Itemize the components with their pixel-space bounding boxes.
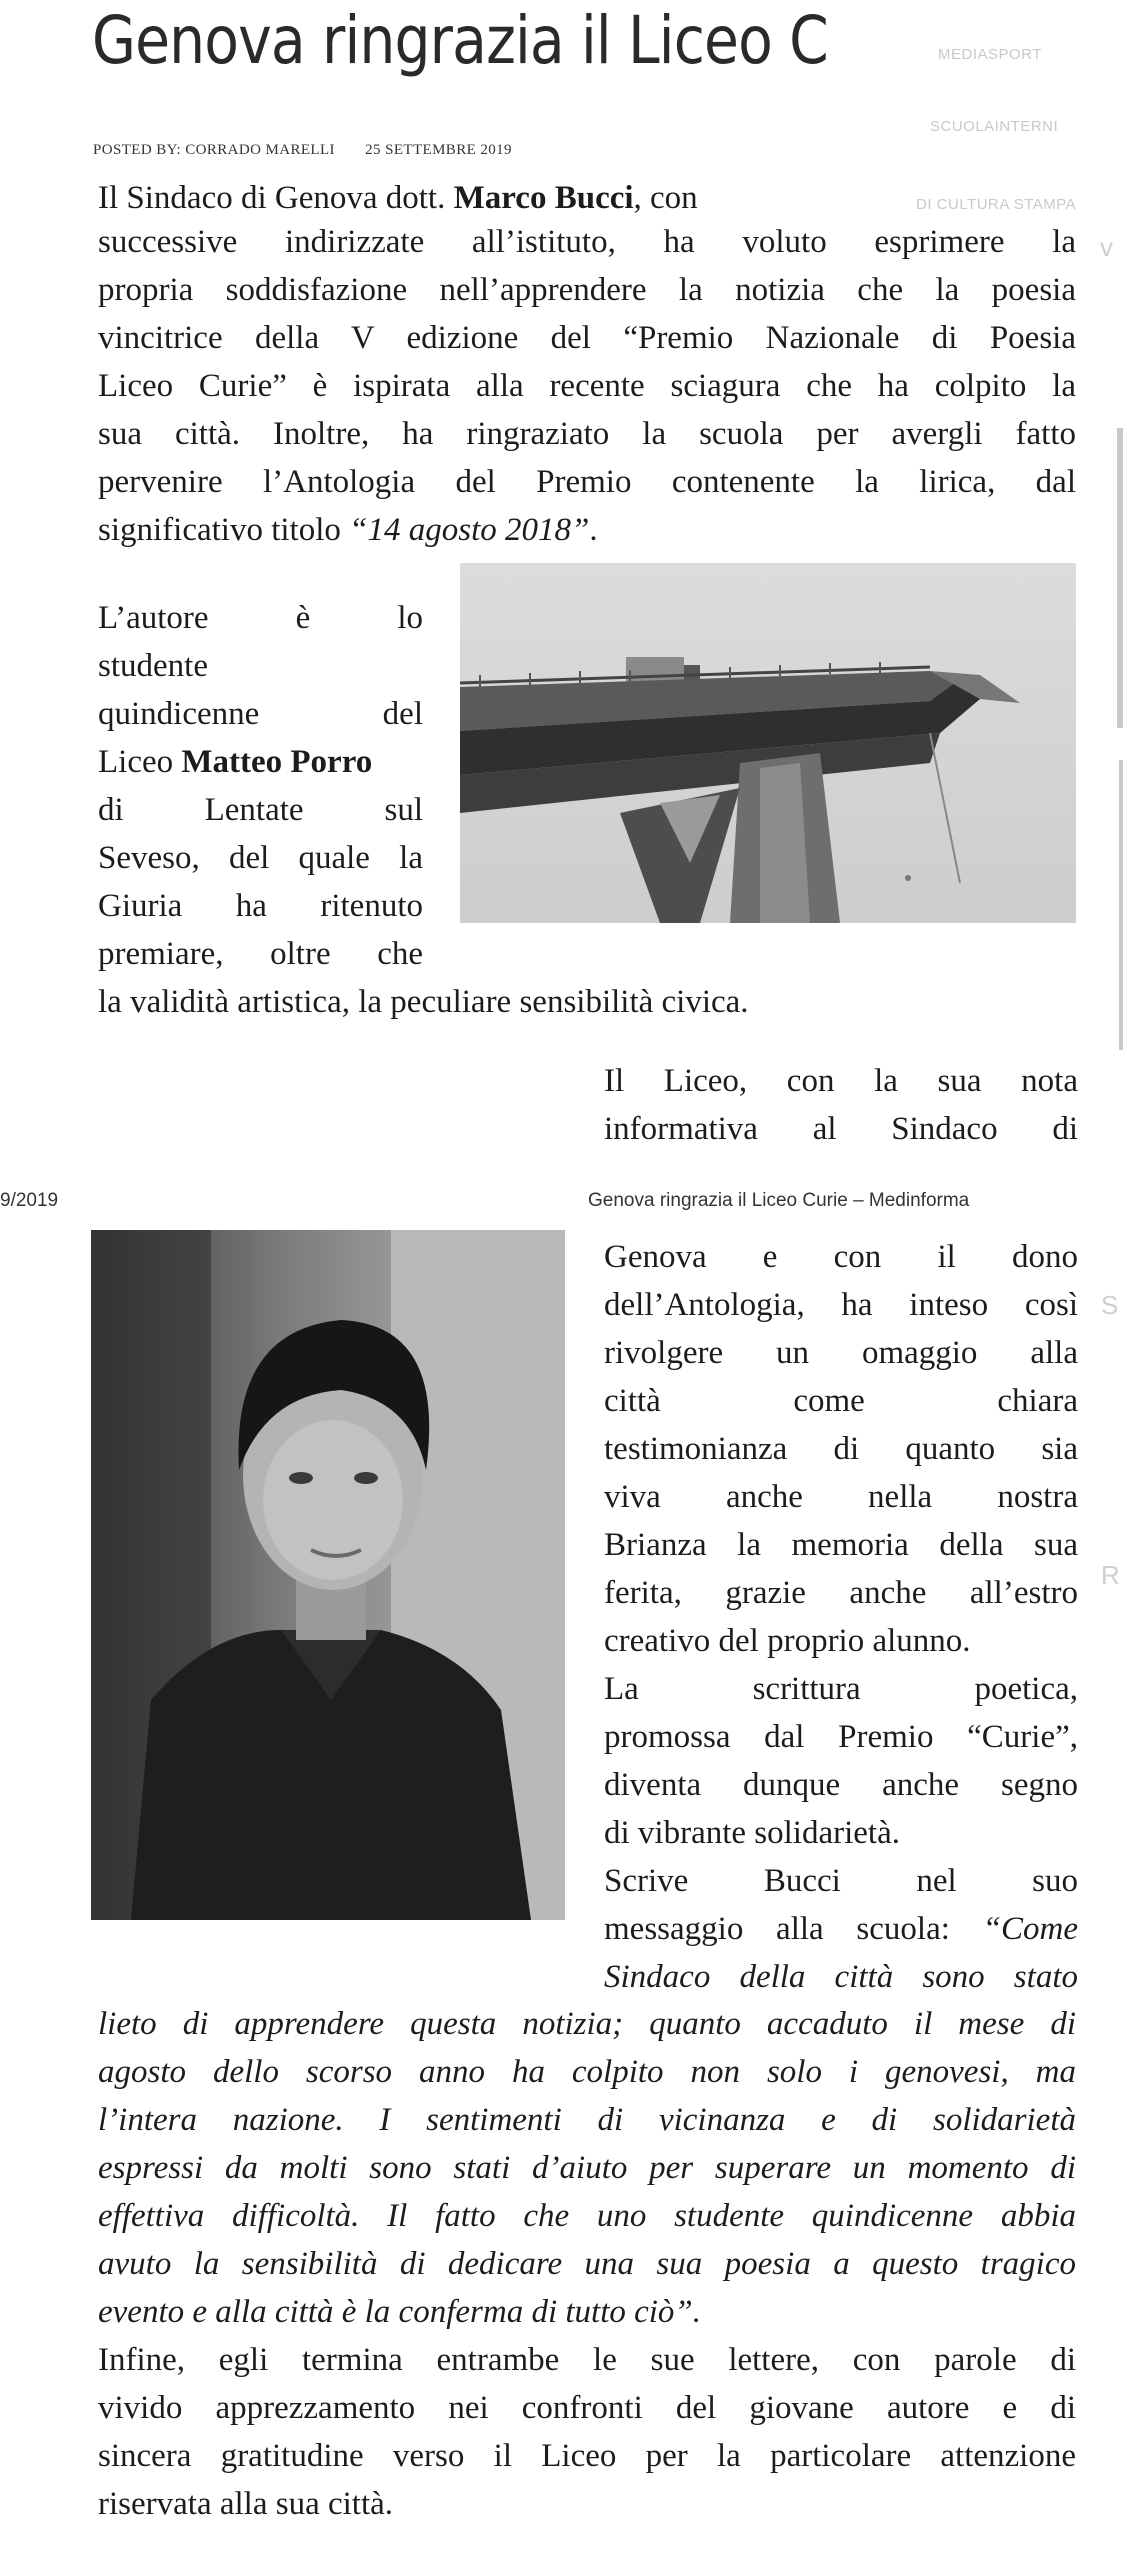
post-meta [93, 142, 512, 159]
mayor-name: Marco Bucci [453, 180, 634, 216]
p2-line-9: la validità artistica, la peculiare sensibilità civica. [98, 984, 749, 1020]
paragraph-liceo-start [604, 1057, 1078, 1153]
paragraph-liceo-cont [604, 1233, 1078, 2001]
p5-line-1: Scrive Bucci nel suo [604, 1863, 1078, 1899]
student-name: Matteo Porro [181, 744, 373, 780]
p3-line-7: testimonianza di quanto sia [604, 1431, 1078, 1467]
p3-line-3: Genova e con il dono [604, 1239, 1078, 1275]
p1-line-4: vincitrice della V edizione del “Premio Nazionale di Poesia [98, 320, 1076, 356]
sidebar-link-3[interactable]: DI CULTURA STAMPA [916, 196, 1077, 213]
paragraph-author [98, 594, 423, 978]
p4-line-3: diventa dunque anche segno [604, 1767, 1078, 1803]
p4-line-1: La scrittura poetica, [604, 1671, 1078, 1707]
p1-line-8-start: significativo titolo [98, 512, 350, 548]
p3-line-1: Il Liceo, con la sua nota [604, 1063, 1078, 1099]
print-page-title: Genova ringrazia il Liceo Curie – Medinforma [588, 1190, 970, 1211]
p5-line-4: lieto di apprendere questa notizia; quanto accaduto il mese di [98, 2006, 1076, 2042]
p5-line-9: avuto la sensibilità di dedicare una sua poesia a questo tragico [98, 2246, 1076, 2282]
p1-line-2: successive indirizzate all’istituto, ha voluto esprimere la [98, 224, 1076, 260]
p5-line-6: l’intera nazione. I sentimenti di vicinanza e di solidarietà [98, 2102, 1076, 2138]
edge-shadow-bar [1117, 428, 1123, 728]
p1-line-7: pervenire l’Antologia del Premio contenente la lirica, dal [98, 464, 1076, 500]
p5-line-3: Sindaco della città sono stato [604, 1959, 1078, 1995]
poem-title: “14 agosto 2018” [349, 512, 590, 548]
p2-line-1: L’autore è lo [98, 600, 423, 636]
p5-line-2-start: messaggio alla scuola: [604, 1911, 983, 1947]
p3-line-6: città come chiara [604, 1383, 1078, 1419]
edge-fragment-top: v [1100, 232, 1113, 262]
p1-line-6: sua città. Inoltre, ha ringraziato la scuola per avergli fatto [98, 416, 1076, 452]
p6-line-2: vivido apprezzamento nei confronti del giovane autore e di [98, 2390, 1076, 2426]
p2-line-6: Seveso, del quale la [98, 840, 423, 876]
paragraph-author-tail [98, 978, 998, 1026]
print-date: 9/2019 [0, 1190, 59, 1211]
p3-line-9: Brianza la memoria della sua [604, 1527, 1078, 1563]
article-title: Genova ringrazia il Liceo C [92, 2, 828, 79]
p3-line-8: viva anche nella nostra [604, 1479, 1078, 1515]
p1-line-8-end: . [589, 512, 598, 548]
edge-fragment-middle: S [1101, 1290, 1119, 1320]
collapsed-bridge-image [460, 563, 1076, 923]
p2-line-3: quindicenne del [98, 696, 423, 732]
edge-fragment-lower: R [1101, 1560, 1120, 1590]
student-photo [91, 1230, 565, 1920]
p3-line-11: creativo del proprio alunno. [604, 1623, 971, 1659]
p6-line-4: riservata alla sua città. [98, 2486, 394, 2522]
p3-line-4: dell’Antologia, ha inteso così [604, 1287, 1078, 1323]
p1-text-after-name: , con [633, 180, 698, 216]
p2-line-2: studente [98, 648, 208, 684]
p5-line-2-quote: “Come [982, 1911, 1078, 1947]
edge-shadow-bar-2 [1119, 760, 1123, 1050]
p2-line-8: premiare, oltre che [98, 936, 423, 972]
p6-line-1: Infine, egli termina entrambe le sue lettere, con parole di [98, 2342, 1076, 2378]
p5-line-8: effettiva difficoltà. Il fatto che uno studente quindicenne abbia [98, 2198, 1076, 2234]
sidebar-link-2[interactable]: SCUOLAINTERNI [930, 118, 1059, 135]
p5-line-5: agosto dello scorso anno ha colpito non solo i genovesi, ma [98, 2054, 1076, 2090]
paragraph-quote [98, 2000, 1076, 2528]
student-portrait-image [91, 1230, 565, 1920]
p6-line-3: sincera gratitudine verso il Liceo per la particolare attenzione [98, 2438, 1076, 2474]
p4-line-4: di vibrante solidarietà. [604, 1815, 900, 1851]
p4-line-2: promossa dal Premio “Curie”, [604, 1719, 1078, 1755]
bridge-photo [460, 563, 1076, 923]
p2-line-5: di Lentate sul [98, 792, 423, 828]
p2-line-4-start: Liceo [98, 744, 182, 780]
p3-line-5: rivolgere un omaggio alla [604, 1335, 1078, 1371]
author-byline: POSTED BY: CORRADO MARELLI [93, 142, 335, 158]
p1-line-3: propria soddisfazione nell’apprendere la notizia che la poesia [98, 272, 1076, 308]
p5-line-10: evento e alla città è la conferma di tutto ciò”. [98, 2294, 702, 2330]
p1-line-5: Liceo Curie” è ispirata alla recente sciagura che ha colpito la [98, 368, 1076, 404]
paragraph-intro [98, 174, 1076, 554]
p5-line-7: espressi da molti sono stati d’aiuto per superare un momento di [98, 2150, 1076, 2186]
post-date: 25 SETTEMBRE 2019 [365, 142, 512, 158]
sidebar-link-1[interactable]: MEDIASPORT [938, 46, 1042, 63]
p1-text-start: Il Sindaco di Genova dott. [98, 180, 454, 216]
p3-line-2: informativa al Sindaco di [604, 1111, 1078, 1147]
p2-line-7: Giuria ha ritenuto [98, 888, 423, 924]
p3-line-10: ferita, grazie anche all’estro [604, 1575, 1078, 1611]
